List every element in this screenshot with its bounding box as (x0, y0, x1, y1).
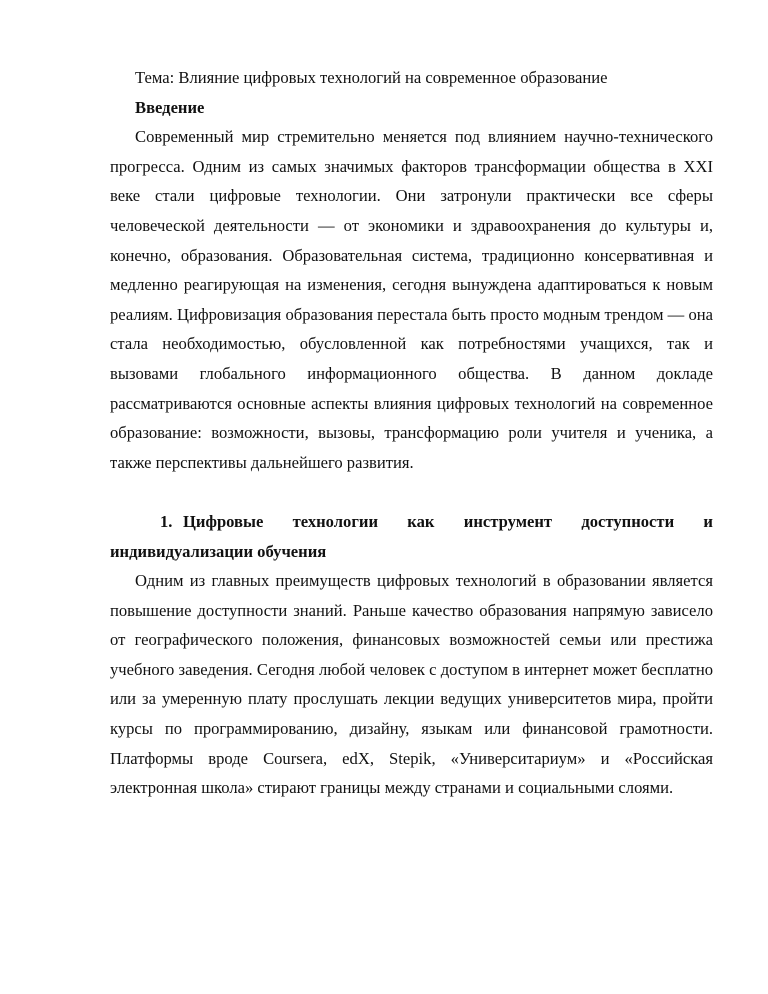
document-topic: Тема: Влияние цифровых технологий на современное образование (135, 68, 608, 87)
intro-heading: Введение (135, 97, 205, 117)
section-1-heading (110, 507, 713, 566)
document-page (110, 0, 713, 803)
section-1-title: Цифровые технологии как инструмент доступности и индивидуализации обучения (110, 511, 713, 561)
section-1-paragraph: Одним из главных преимуществ цифровых технологий в образовании является повышение доступности знаний. Раньше качество образования напрямую зависело от географического положения, финансовых возможностей семьи или престижа учебного заведения. Сегодня любой человек с доступом в интернет может бесплатно или за умеренную плату прослушать лекции ведущих университетов мира, пройти курсы по программированию, дизайну, языкам или финансовой грамотности. Платформы вроде Coursera, edX, Stepik, «Университариум» и «Российская электронная школа» стирают границы между странами и социальными слоями. (110, 571, 713, 798)
section-1-number: 1. (160, 511, 173, 531)
intro-paragraph: Современный мир стремительно меняется под влиянием научно-технического прогресса. Одним из самых значимых факторов трансформации общества в XXI веке стали цифровые технологии. Они затронули практически все сферы человеческой деятельности — от экономики и здравоохранения до культуры и, конечно, образования. Образовательная система, традиционно консервативная и медленно реагирующая на изменения, сегодня вынуждена адаптироваться к новым реалиям. Цифровизация образования перестала быть просто модным трендом — она стала необходимостью, обусловленной как потребностями учащихся, так и вызовами глобального информационного общества. В данном докладе рассматриваются основные аспекты влияния цифровых технологий на современное образование: возможности, вызовы, трансформацию роли учителя и ученика, а также перспективы дальнейшего развития. (110, 127, 713, 472)
